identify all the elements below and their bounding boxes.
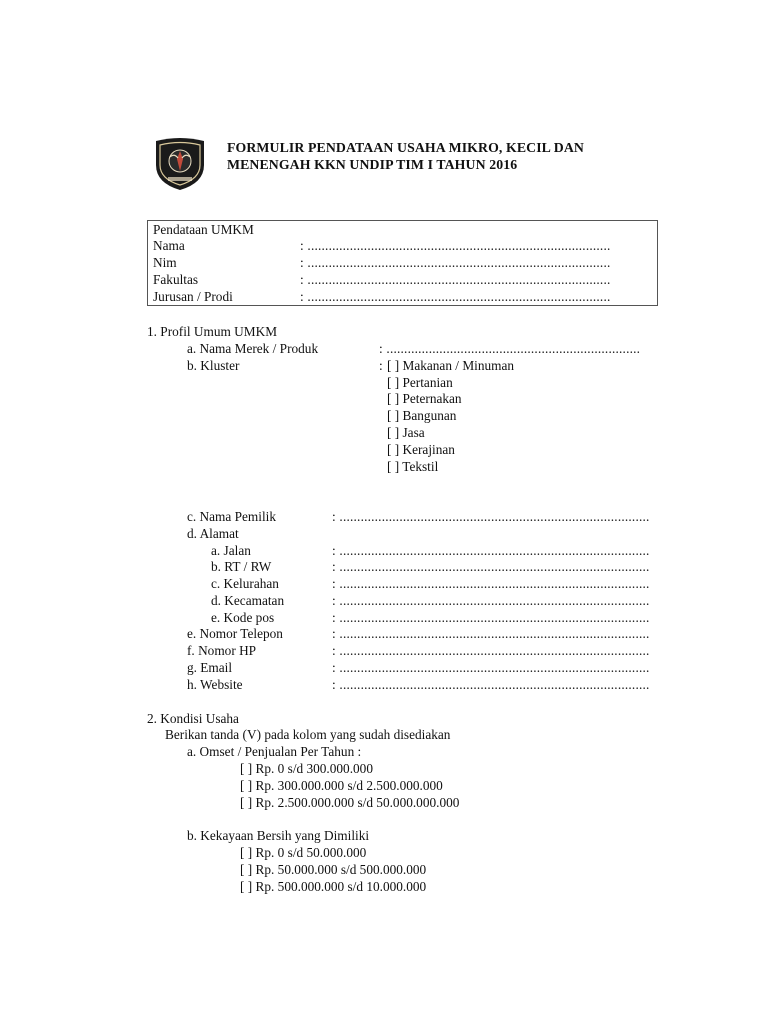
rt-rw-field[interactable]: : ........................................................................................ [332, 559, 650, 574]
nomor-hp-field[interactable]: : ........................................................................................ [332, 643, 650, 658]
email-field[interactable]: : ........................................................................................ [332, 660, 650, 675]
kekayaan-label: b. Kekayaan Bersih yang Dimiliki [187, 828, 370, 843]
kluster-option-bangunan[interactable]: [ ] Bangunan [387, 408, 457, 423]
jurusan-field[interactable]: : ...................................................................................... [300, 289, 611, 304]
section-2-heading: 2. Kondisi Usaha [147, 711, 239, 726]
nim-label: Nim [153, 255, 177, 270]
kluster-option-jasa[interactable]: [ ] Jasa [387, 425, 425, 440]
rt-rw-label: b. RT / RW [211, 559, 272, 574]
form-title-line-2: MENENGAH KKN UNDIP TIM I TAHUN 2016 [227, 157, 518, 172]
kluster-option-peternakan[interactable]: [ ] Peternakan [387, 391, 462, 406]
kecamatan-field[interactable]: : ........................................................................................ [332, 593, 650, 608]
nama-pemilik-field[interactable]: : ........................................................................................ [332, 509, 650, 524]
nama-merek-field[interactable]: : ........................................................................ [379, 341, 641, 356]
jalan-label: a. Jalan [211, 543, 251, 558]
website-label: h. Website [187, 677, 243, 692]
nomor-telepon-label: e. Nomor Telepon [187, 626, 283, 641]
undip-seal-icon [152, 135, 208, 191]
kelurahan-field[interactable]: : ........................................................................................ [332, 576, 650, 591]
kluster-option-makanan[interactable]: [ ] Makanan / Minuman [387, 358, 515, 373]
form-title-line-1: FORMULIR PENDATAAN USAHA MIKRO, KECIL DAN [227, 140, 584, 155]
nama-field[interactable]: : ...................................................................................... [300, 238, 611, 253]
omset-option-2[interactable]: [ ] Rp. 300.000.000 s/d 2.500.000.000 [240, 778, 443, 793]
jalan-field[interactable]: : ........................................................................................ [332, 543, 650, 558]
kekayaan-option-1[interactable]: [ ] Rp. 0 s/d 50.000.000 [240, 845, 367, 860]
nomor-hp-label: f. Nomor HP [187, 643, 257, 658]
kluster-label: b. Kluster [187, 358, 240, 373]
nama-label: Nama [153, 238, 185, 253]
kelurahan-label: c. Kelurahan [211, 576, 279, 591]
nama-merek-label: a. Nama Merek / Produk [187, 341, 319, 356]
omset-option-3[interactable]: [ ] Rp. 2.500.000.000 s/d 50.000.000.000 [240, 795, 460, 810]
section-2-instruction: Berikan tanda (V) pada kolom yang sudah disediakan [165, 727, 451, 742]
info-box-heading: Pendataan UMKM [153, 222, 254, 237]
jurusan-label: Jurusan / Prodi [153, 289, 233, 304]
nim-field[interactable]: : ...................................................................................... [300, 255, 611, 270]
fakultas-label: Fakultas [153, 272, 199, 287]
kluster-option-tekstil[interactable]: [ ] Tekstil [387, 459, 439, 474]
kluster-option-pertanian[interactable]: [ ] Pertanian [387, 375, 453, 390]
omset-label: a. Omset / Penjualan Per Tahun : [187, 744, 362, 759]
fakultas-field[interactable]: : ...................................................................................... [300, 272, 611, 287]
omset-option-1[interactable]: [ ] Rp. 0 s/d 300.000.000 [240, 761, 373, 776]
alamat-label: d. Alamat [187, 526, 239, 541]
website-field[interactable]: : ........................................................................................ [332, 677, 650, 692]
kode-pos-label: e. Kode pos [211, 610, 275, 625]
section-1-heading: 1. Profil Umum UMKM [147, 324, 278, 339]
kluster-colon: : [379, 358, 383, 373]
email-label: g. Email [187, 660, 233, 675]
kluster-option-kerajinan[interactable]: [ ] Kerajinan [387, 442, 455, 457]
kekayaan-option-3[interactable]: [ ] Rp. 500.000.000 s/d 10.000.000 [240, 879, 427, 894]
kecamatan-label: d. Kecamatan [211, 593, 285, 608]
kode-pos-field[interactable]: : ........................................................................................ [332, 610, 650, 625]
nomor-telepon-field[interactable]: : ........................................................................................ [332, 626, 650, 641]
kekayaan-option-2[interactable]: [ ] Rp. 50.000.000 s/d 500.000.000 [240, 862, 427, 877]
nama-pemilik-label: c. Nama Pemilik [187, 509, 276, 524]
